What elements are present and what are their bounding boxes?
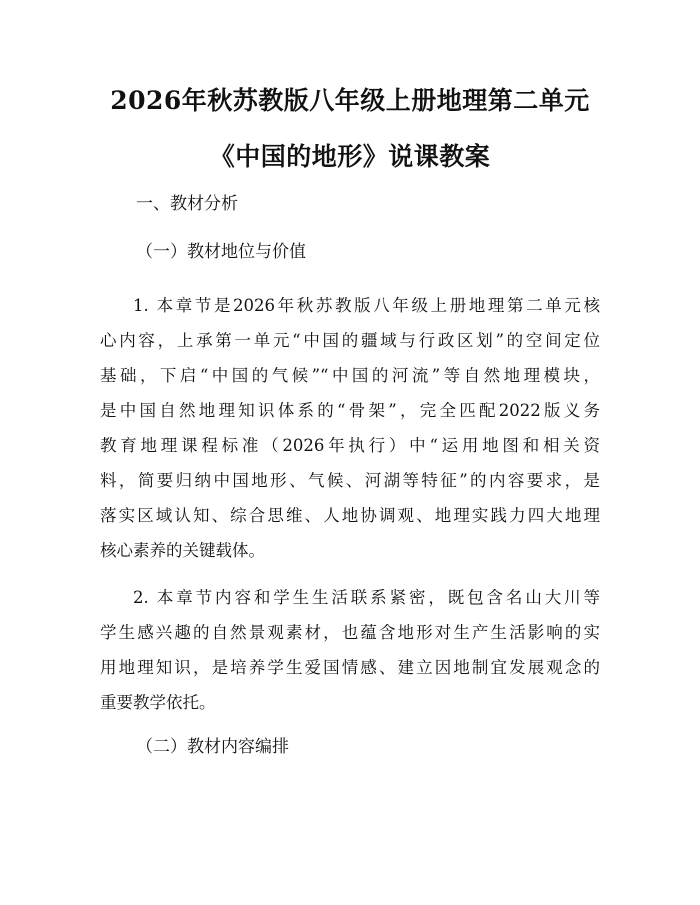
paragraph-1-line: 1. 本章节是2026年秋苏教版八年级上册地理第二单元核 (133, 296, 600, 315)
paragraph-2 (100, 580, 600, 720)
paragraph-2-line: 2. 本章节内容和学生生活联系紧密，既包含名山大川等 (133, 588, 600, 607)
subsection-heading-status-value: （一）教材地位与价值 (136, 242, 306, 262)
paragraph-1 (100, 288, 600, 568)
paragraph-2-line: 用地理知识，是培养学生爱国情感、建立因地制宜发展观念的 (100, 658, 600, 677)
paragraph-1-line: 心内容，上承第一单元“中国的疆域与行政区划”的空间定位 (100, 331, 600, 350)
paragraph-1-line: 基础，下启“中国的气候”“中国的河流”等自然地理模块， (100, 366, 600, 385)
subsection-heading-content-arrangement: （二）教材内容编排 (136, 737, 289, 757)
document-title-line-1: 2026年秋苏教版八年级上册地理第二单元 (110, 86, 590, 115)
paragraph-1-line: 是中国自然地理知识体系的“骨架”，完全匹配2022版义务 (100, 401, 600, 420)
paragraph-1-line: 教育地理课程标准（2026年执行）中“运用地图和相关资 (100, 436, 600, 455)
section-heading-textbook-analysis: 一、教材分析 (136, 194, 238, 214)
document-title-line-2: 《中国的地形》说课教案 (209, 142, 491, 171)
paragraph-1-line: 核心素养的关键载体。 (100, 541, 265, 560)
paragraph-2-line: 重要教学依托。 (100, 693, 216, 712)
paragraph-1-line: 落实区域认知、综合思维、人地协调观、地理实践力四大地理 (100, 506, 600, 525)
paragraph-2-line: 学生感兴趣的自然景观素材，也蕴含地形对生产生活影响的实 (100, 623, 600, 642)
paragraph-1-line: 料，简要归纳中国地形、气候、河湖等特征”的内容要求，是 (100, 471, 600, 490)
